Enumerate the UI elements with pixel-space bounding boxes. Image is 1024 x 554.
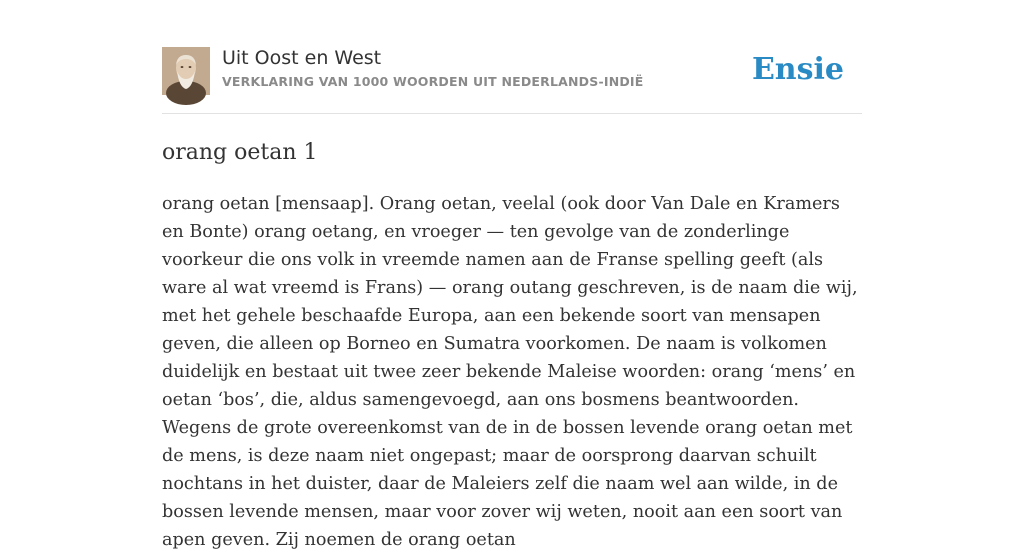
entry-title: orang oetan 1 [162, 140, 318, 165]
source-avatar[interactable] [162, 47, 210, 95]
source-header [162, 46, 862, 96]
source-title[interactable]: Uit Oost en West [222, 47, 382, 69]
header-divider [162, 113, 862, 114]
entry-body: orang oetan [mensaap]. Orang oetan, veelal (ook door Van Dale en Kramers en Bonte) orang oetang, en vroeger — ten gevolge van de zonderlinge voorkeur die ons volk in vreemde namen aan de Franse spelling geeft (als ware al wat vreemd is Frans) — orang outang geschreven, is de naam die wij, met het gehele beschaafde Europa, aan een bekende soort van mensapen geven, die alleen op Borneo en Sumatra voorkomen. De naam is volkomen duidelijk en bestaat uit twee zeer bekende Maleise woorden: orang ‘mens’ en oetan ‘bos’, die, aldus samengevoegd, aan ons bosmens beantwoorden. Wegens de grote overeenkomst van de in de bossen levende orang oetan met de mens, is deze naam niet ongepast; maar de oorsprong daarvan schuilt nochtans in het duister, daar de Maleiers zelf die naam wel aan wilde, in de bossen levende mensen, maar voor zover wij weten, nooit aan een soort van apen geven. Zij noemen de orang oetan [162, 194, 858, 550]
ensie-logo-link[interactable]: Ensie [751, 52, 844, 87]
source-subtitle: VERKLARING VAN 1000 WOORDEN UIT NEDERLANDS-INDIË [222, 74, 644, 89]
portrait-avatar-icon [162, 47, 210, 95]
